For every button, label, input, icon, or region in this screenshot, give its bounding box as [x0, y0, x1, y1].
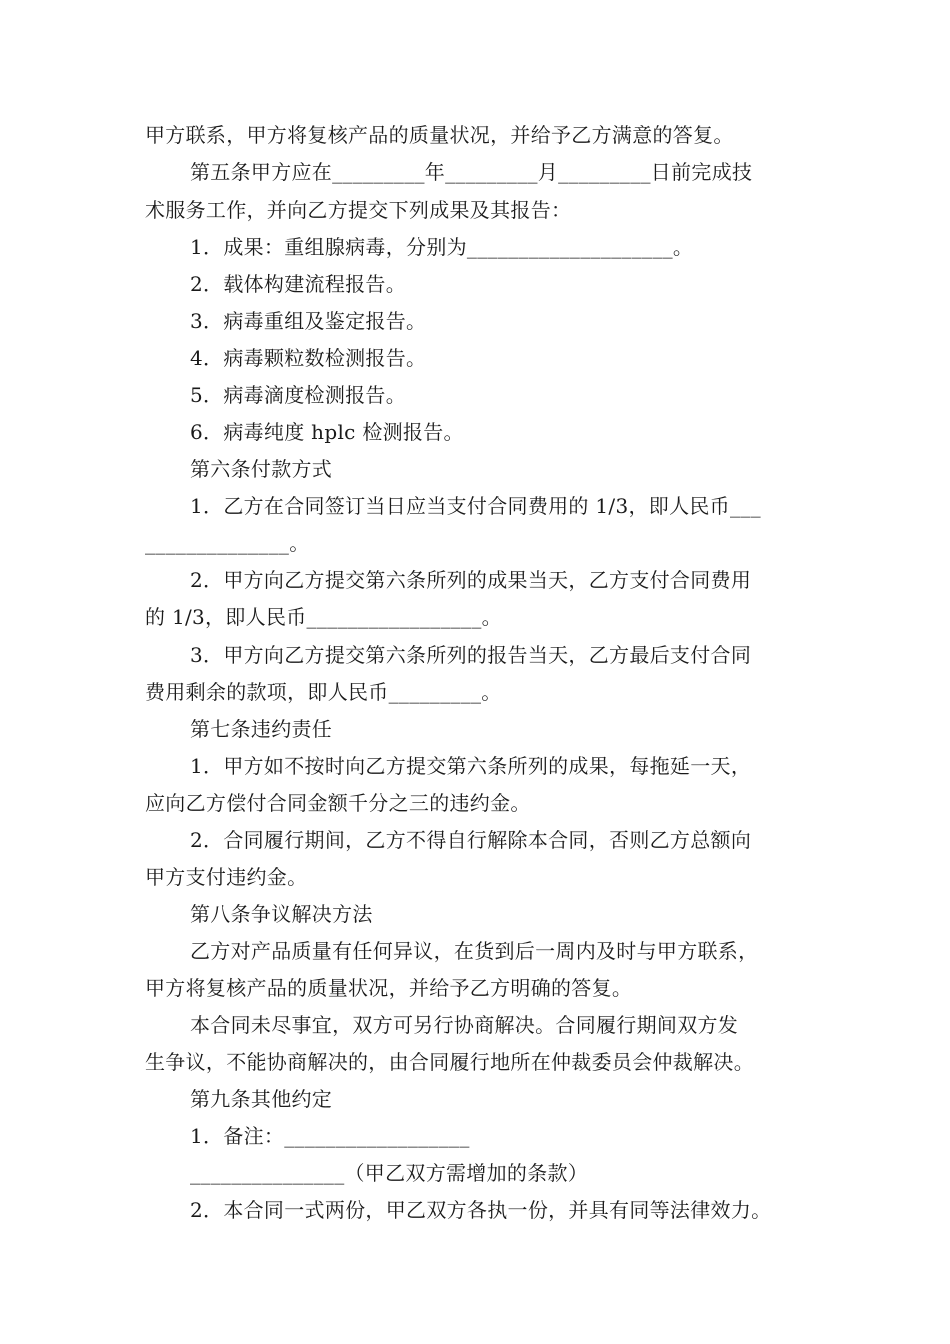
- paragraph-line: 甲方支付违约金。: [145, 865, 308, 889]
- list-item: 3．病毒重组及鉴定报告。: [190, 309, 427, 333]
- paragraph-line: 应向乙方偿付合同金额千分之三的违约金。: [145, 791, 531, 815]
- section-heading: 第六条付款方式: [190, 457, 333, 481]
- paragraph-line: 费用剩余的款项，即人民币_________。: [145, 680, 502, 704]
- list-item: 3．甲方向乙方提交第六条所列的报告当天，乙方最后支付合同: [190, 643, 752, 667]
- list-item: 1．甲方如不按时向乙方提交第六条所列的成果，每拖延一天，: [190, 754, 752, 778]
- paragraph-line: _______________（甲乙双方需增加的条款）: [190, 1161, 589, 1185]
- section-heading: 第七条违约责任: [190, 717, 333, 741]
- paragraph-line: 乙方对产品质量有任何异议，在货到后一周内及时与甲方联系，: [190, 939, 759, 963]
- list-item: 2．甲方向乙方提交第六条所列的成果当天，乙方支付合同费用: [190, 568, 752, 592]
- paragraph-line: 第五条甲方应在_________年_________月_________日前完成技: [190, 160, 753, 184]
- list-item: 2．本合同一式两份，甲乙双方各执一份，并具有同等法律效力。: [190, 1198, 772, 1222]
- paragraph-line: 本合同未尽事宜，双方可另行协商解决。合同履行期间双方发: [190, 1013, 739, 1037]
- section-heading: 第九条其他约定: [190, 1087, 333, 1111]
- paragraph-line: 术服务工作，并向乙方提交下列成果及其报告：: [145, 198, 572, 222]
- paragraph-line: 甲方将复核产品的质量状况，并给予乙方明确的答复。: [145, 976, 633, 1000]
- paragraph-line: 甲方联系，甲方将复核产品的质量状况，并给予乙方满意的答复。: [145, 123, 734, 147]
- paragraph-line: 生争议，不能协商解决的，由合同履行地所在仲裁委员会仲裁解决。: [145, 1050, 754, 1074]
- paragraph-line: ______________。: [145, 531, 310, 555]
- list-item: 4．病毒颗粒数检测报告。: [190, 346, 427, 370]
- list-item: 2．合同履行期间，乙方不得自行解除本合同，否则乙方总额向: [190, 828, 752, 852]
- list-item: 5．病毒滴度检测报告。: [190, 383, 407, 407]
- list-item: 1．备注：__________________: [190, 1124, 470, 1148]
- list-item: 2．载体构建流程报告。: [190, 272, 407, 296]
- section-heading: 第八条争议解决方法: [190, 902, 373, 926]
- list-item: 1．成果：重组腺病毒，分别为____________________。: [190, 235, 694, 259]
- paragraph-line: 的 1/3，即人民币_________________。: [145, 605, 502, 629]
- list-item: 1．乙方在合同签订当日应当支付合同费用的 1/3，即人民币___: [190, 494, 761, 518]
- list-item: 6．病毒纯度 hplc 检测报告。: [190, 420, 464, 444]
